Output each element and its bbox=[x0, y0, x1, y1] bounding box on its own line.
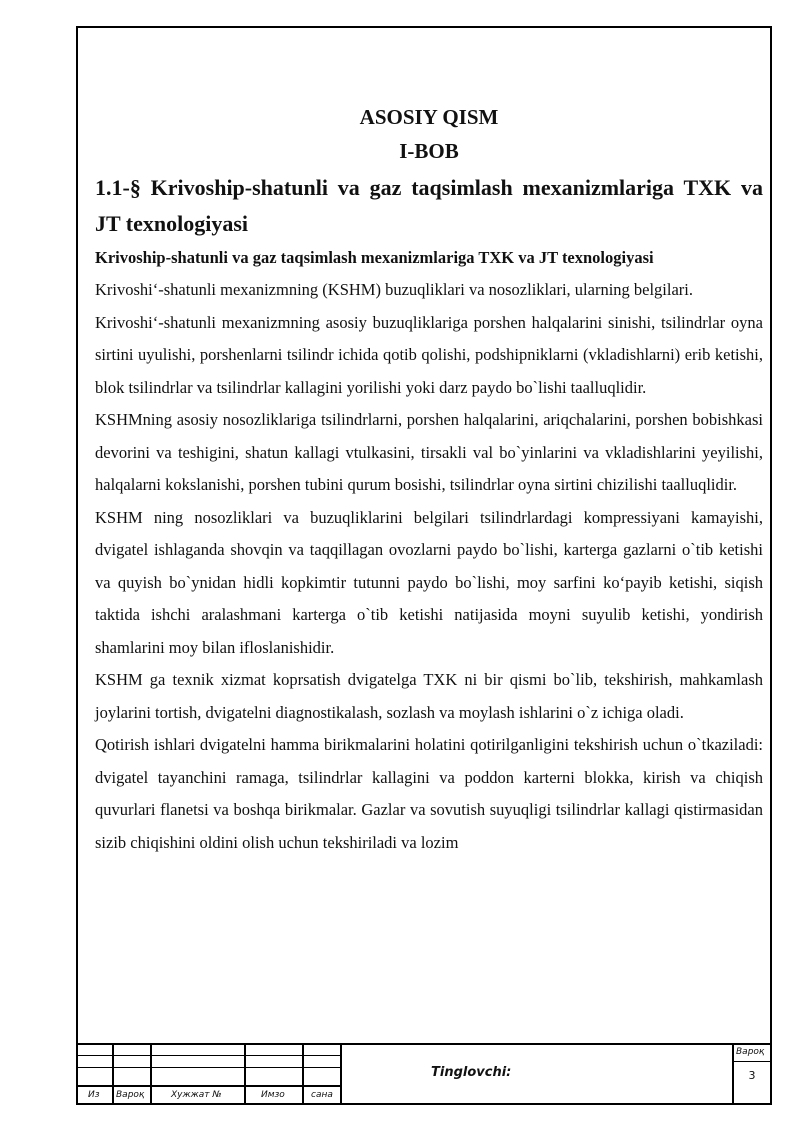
stamp-col-label: Хужжат № bbox=[171, 1090, 222, 1100]
stamp-col-label: сана bbox=[311, 1090, 333, 1100]
paragraph: Krivoshi‘-shatunli mexanizmning (KSHM) buzuqliklari va nosozliklari, ularning belgilari. bbox=[95, 280, 694, 299]
stamp-col-label: Из bbox=[88, 1090, 100, 1100]
paragraph: KSHM ning nosozliklari va buzuqliklarini belgilari tsilindrlardagi kompressiyani kamayishi, dvigatel ishlaganda shovqin va taqqillagan ovozlarni paydo bo`lishi, karterga gazlarni o`tib ketishi va quyish bo`ynidan hidli kopkimtir tutunni paydo bo`lishi, moy sarfini ko‘payib ketishi, siqish taktida ishchi aralashmani karterga o`tib ketishi natijasida moyni suyulib ketishi, yondirish shamlarini moy bilan ifloslanishidir. bbox=[95, 507, 763, 657]
chapter-title: I-BOB bbox=[399, 139, 459, 163]
paragraphs bbox=[95, 274, 763, 859]
stamp-title: Tinglovchi: bbox=[431, 1065, 512, 1080]
stamp-col-label: Вароқ bbox=[116, 1090, 145, 1100]
stamp-col-line bbox=[244, 1045, 246, 1105]
document-body bbox=[95, 100, 763, 859]
stamp-col-label: Имзо bbox=[261, 1090, 285, 1100]
subheading: Krivoship-shatunli va gaz taqsimlash mexanizmlariga TXK va JT texnologiyasi bbox=[95, 248, 654, 267]
paragraph: Krivoshi‘-shatunli mexanizmning asosiy buzuqliklariga porshen halqalarini sinishi, tsilindrlar oyna sirtini uyulishi, porshenlarni tsilindr ichida qotib qolishi, podshipniklarni (vkladishlarni) erib ketishi, blok tsilindrlar va tsilindrlar kallagini yorilishi yoki darz paydo bo`lishi taalluqlidir. bbox=[95, 312, 763, 397]
section-title: 1.1-§ Krivoship-shatunli va gaz taqsimlash mexanizmlariga TXK va JT texnologiyasi bbox=[95, 175, 763, 236]
stamp-col-line bbox=[302, 1045, 304, 1105]
sheet-number: 3 bbox=[748, 1069, 756, 1082]
paragraph: KSHM ga texnik xizmat koprsatish dvigatelga TXK ni bir qismi bo`lib, tekshirish, mahkamlash joylarini tortish, dvigatelni diagnostikalash, sozlash va moylash ishlarini o`z ichiga oladi. bbox=[95, 670, 763, 722]
part-title: ASOSIY QISM bbox=[359, 105, 499, 129]
sheet-number-box bbox=[732, 1045, 770, 1105]
title-block-stamp bbox=[76, 1043, 772, 1105]
stamp-col-line bbox=[112, 1045, 114, 1105]
stamp-grid bbox=[76, 1045, 342, 1105]
sheet-label: Вароқ bbox=[736, 1047, 765, 1057]
stamp-col-line bbox=[340, 1045, 342, 1105]
paragraph: KSHMning asosiy nosozliklariga tsilindrlarni, porshen halqalarini, ariqchalarini, porshen bobishkasi devorini va teshigini, shatun kallagi vtulkasini, tirsakli val bo`yinlarini va vkladishlarini yeyilishi, halqalarni kokslanishi, porshen tubini qurum bosishi, tsilindrlar oyna sirtini chizilishi taalluqlidir. bbox=[95, 410, 763, 494]
sheet-divider bbox=[734, 1061, 770, 1062]
paragraph: Qotirish ishlari dvigatelni hamma birikmalarini holatini qotirilganligini tekshirish uchun o`tkaziladi: dvigatel tayanchini ramaga, tsilindrlar kallagini va poddon karterni blokka, kirish va chiqish quvurlari flanetsi va boshqa birikmalar. Gazlar va sovutish suyuqligi tsilindrlar kallagi qistirmasidan sizib chiqishini oldini olish uchun tekshiriladi va lozim bbox=[95, 735, 763, 852]
stamp-col-line bbox=[150, 1045, 152, 1105]
